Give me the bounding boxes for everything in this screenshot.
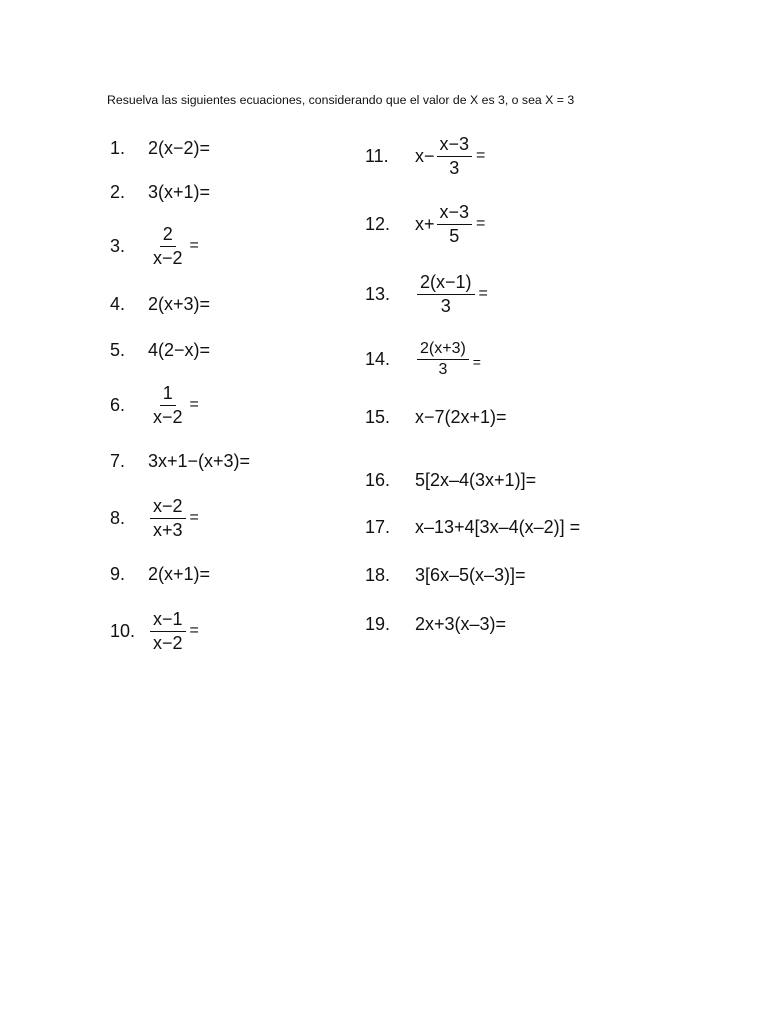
equation-expression [148,496,199,540]
equation-expression: x−7(2x+1)= [415,407,507,427]
equation-number: 3. [110,235,126,256]
equation-number: 13. [365,283,391,304]
fraction-numerator: x−1 [150,609,186,632]
equation-expression: 2(x+1)= [148,564,211,584]
equation-6 [110,383,199,427]
fraction [150,224,186,268]
equals-sign: = [476,215,486,233]
equation-expression: 5[2x–4(3x+1)]= [415,470,537,490]
fraction-denominator: x−2 [153,247,183,268]
equation-number: 11. [365,145,389,166]
equals-sign: = [189,396,199,414]
equation-expression [415,202,485,246]
equation-expression: 3[6x–5(x–3)]= [415,565,526,585]
equation-15 [365,407,507,428]
equation-1 [110,138,210,159]
equation-expression: 4(2−x)= [148,340,211,360]
equation-16 [365,470,536,491]
equation-2 [110,182,210,203]
fraction [417,340,469,380]
equation-expression [148,224,199,268]
equation-number: 4. [110,294,126,314]
equation-number: 5. [110,340,126,360]
fraction-numerator: 2(x−1) [417,272,475,295]
equation-expression: 3x+1−(x+3)= [148,451,251,471]
fraction [437,134,473,178]
fraction-numerator: x−2 [150,496,186,519]
fraction-denominator: 5 [449,225,460,246]
fraction-numerator: x−3 [437,202,473,225]
equation-number: 17. [365,517,391,537]
equation-expression [415,272,488,316]
equation-expression: 2x+3(x–3)= [415,614,507,634]
equals-sign: = [189,622,199,640]
fraction [437,202,473,246]
equation-expression: x–13+4[3x–4(x–2)] = [415,517,581,537]
equation-number: 15. [365,407,391,427]
fraction [150,496,186,540]
equation-number: 12. [365,213,391,234]
equation-number: 6. [110,394,126,415]
fraction [417,272,475,316]
equals-sign: = [189,509,199,527]
fraction [150,609,186,653]
equals-sign: = [472,353,481,370]
equation-18 [365,565,526,586]
equation-number: 18. [365,565,391,585]
equation-12 [365,202,485,246]
fraction-denominator: 3 [440,295,451,316]
fraction-denominator: 3 [449,157,460,178]
fraction [150,383,186,427]
fraction-denominator: x+3 [153,519,183,540]
fraction-numerator: 2 [160,224,176,247]
equation-expression [148,383,199,427]
equation-5 [110,340,210,361]
equation-number: 10. [110,620,136,641]
equation-expression [415,134,485,178]
equation-17 [365,517,580,538]
equation-number: 2. [110,182,126,202]
equation-8 [110,496,199,540]
fraction-denominator: 3 [438,361,448,379]
equals-sign: = [478,285,488,303]
equation-expression: 3(x+1)= [148,182,211,202]
fraction-numerator: 1 [160,383,176,406]
fraction-numerator: x−3 [437,134,473,157]
equation-expression [415,340,481,380]
equation-number: 8. [110,507,126,528]
equation-number: 16. [365,470,391,490]
equals-sign: = [476,147,486,165]
equation-expression: 2(x−2)= [148,138,211,158]
equation-number: 1. [110,138,126,158]
equals-sign: = [189,237,199,255]
equation-prefix: x− [415,145,435,166]
equation-19 [365,614,506,635]
equation-7 [110,451,250,472]
equation-10 [110,609,199,653]
fraction-denominator: x−2 [153,632,183,653]
equation-14 [365,340,481,380]
equation-number: 7. [110,451,126,471]
instructions-text: Resuelva las siguientes ecuaciones, considerando que el valor de X es 3, o sea X = 3 [107,93,575,107]
fraction-denominator: x−2 [153,406,183,427]
equation-11 [365,134,485,178]
equation-3 [110,224,199,268]
equation-13 [365,272,488,316]
fraction-numerator: 2(x+3) [417,340,469,360]
equation-number: 19. [365,614,391,634]
equation-prefix: x+ [415,213,435,234]
equation-number: 9. [110,564,126,584]
equation-expression [148,609,199,653]
equation-9 [110,564,210,585]
equation-expression: 2(x+3)= [148,294,211,314]
equation-4 [110,294,210,315]
equation-number: 14. [365,349,391,370]
